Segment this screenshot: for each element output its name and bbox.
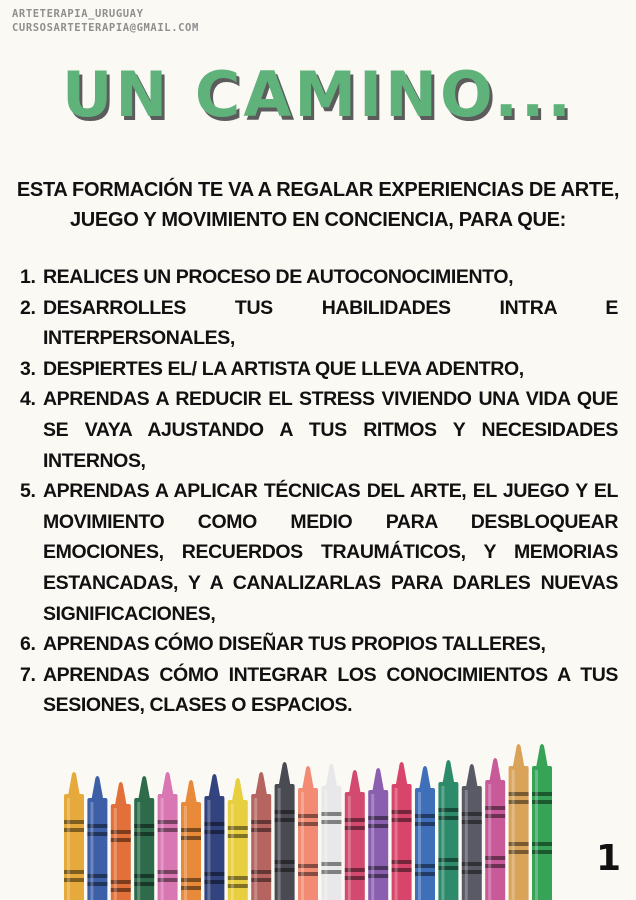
crayon-icon	[415, 766, 435, 900]
crayon-icon	[87, 776, 107, 900]
header-email: CURSOSARTETERAPIA@GMAIL.COM	[12, 22, 199, 34]
list-item-text: APRENDAS A APLICAR TÉCNICAS DEL ARTE, EL JUEGO Y EL MOVIMIENTO COMO MEDIO PARA DESBLOQUEAR EMOCIONES, RECUERDOS TRAUMÁTICOS, Y MEMORIAS ESTANCADAS, Y A CANALIZARLAS PARA DARLES NUEVAS SIGNIFICACIONES,	[43, 480, 618, 625]
header-account: ARTETERAPIA_URUGUAY	[12, 8, 144, 20]
crayon-icon	[532, 744, 552, 900]
crayon-icon	[462, 764, 482, 900]
list-item-number: 7.	[20, 663, 36, 686]
crayon-icon	[368, 768, 388, 900]
list-item-number: 4.	[20, 388, 36, 411]
list-item-text: REALICES UN PROCESO DE AUTOCONOCIMIENTO,	[43, 266, 514, 288]
crayon-icon	[228, 778, 248, 900]
list-item-text: DESARROLLES TUS HABILIDADES INTRA E INTERPERSONALES,	[43, 296, 618, 350]
list-item	[20, 660, 618, 721]
page-number: 1	[596, 838, 622, 879]
list-item	[20, 293, 618, 354]
list-item-text: DESPIERTES EL/ LA ARTISTA QUE LLEVA ADENTRO,	[43, 357, 524, 380]
list-item	[20, 354, 618, 385]
list-item-number: 6.	[20, 633, 36, 656]
crayon-icon	[298, 766, 318, 900]
crayons-icon	[60, 738, 555, 900]
list-item-number: 2.	[20, 296, 36, 319]
list-item-text: APRENDAS A REDUCIR EL STRESS VIVIENDO UNA VIDA QUE SE VAYA AJUSTANDO A TUS RITMOS Y NECESIDADES INTERNOS,	[43, 388, 618, 472]
list-item-text: APRENDAS CÓMO DISEÑAR TUS PROPIOS TALLERES,	[43, 633, 546, 656]
list-item-number: 5.	[20, 480, 36, 503]
crayon-icon	[64, 772, 84, 900]
crayon-icon	[509, 744, 529, 900]
crayon-icon	[438, 760, 458, 900]
crayon-icon	[275, 762, 295, 900]
intro-line-1: ESTA FORMACIÓN TE VA A REGALAR EXPERIENCIAS DE ARTE,	[16, 179, 620, 201]
list-item-number: 1.	[20, 266, 36, 288]
crayon-icon	[111, 782, 131, 900]
crayon-icon	[181, 780, 201, 900]
crayon-icon	[392, 762, 412, 900]
list-item-number: 3.	[20, 357, 36, 380]
crayon-icon	[158, 772, 178, 900]
crayon-icon	[485, 758, 505, 900]
intro-line-2: JUEGO Y MOVIMIENTO EN CONCIENCIA, PARA QUE:	[69, 209, 567, 231]
page-title: UN CAMINO...	[62, 58, 574, 131]
list-item	[20, 476, 618, 629]
crayon-icon	[204, 774, 224, 900]
goals-list	[20, 262, 618, 721]
intro-text	[0, 175, 636, 235]
crayon-icon	[134, 776, 154, 900]
list-item	[20, 629, 618, 660]
list-item-text: APRENDAS CÓMO INTEGRAR LOS CONOCIMIENTOS A TUS SESIONES, CLASES O ESPACIOS.	[43, 663, 618, 717]
crayon-icon	[251, 772, 271, 900]
crayon-icon	[345, 770, 365, 900]
list-item	[20, 262, 618, 293]
crayon-icon	[321, 764, 341, 900]
header-contact	[12, 7, 199, 35]
list-item	[20, 384, 618, 476]
